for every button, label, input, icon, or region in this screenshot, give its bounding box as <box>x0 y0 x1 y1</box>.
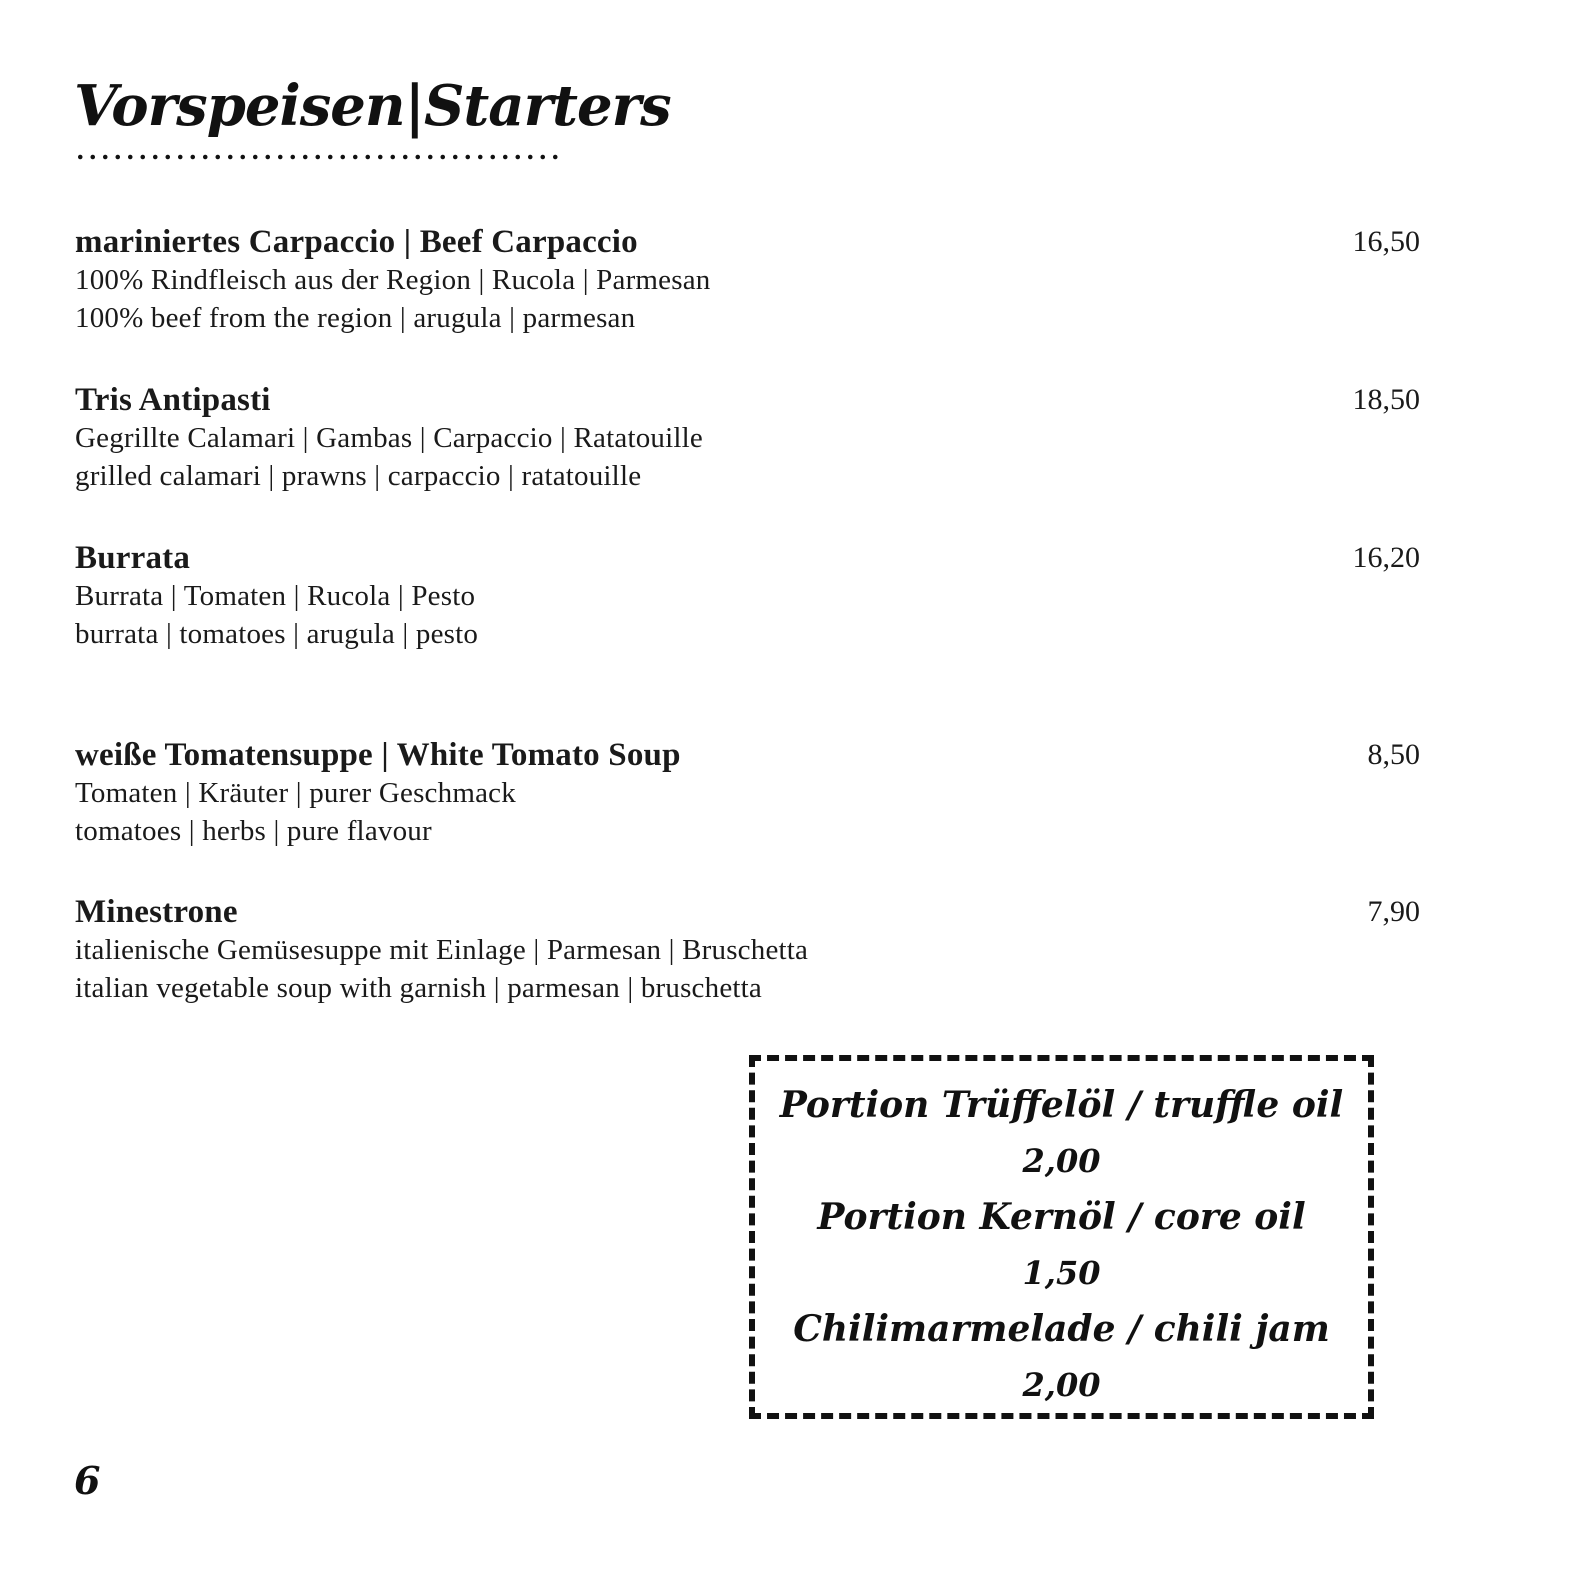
item-price: 18,50 <box>1352 383 1420 416</box>
extra-label: Portion Trüffelöl / truffle oil <box>779 1084 1344 1126</box>
item-description-de: Tomaten | Kräuter | purer Geschmack <box>75 777 516 809</box>
heading-dotted-underline <box>74 154 560 160</box>
section-heading: Vorspeisen|Starters <box>74 73 671 139</box>
item-description-de: 100% Rindfleisch aus der Region | Rucola | Parmesan <box>75 264 711 296</box>
menu-item <box>75 893 1420 1007</box>
extra-price: 1,50 <box>1022 1254 1101 1292</box>
extra-label: Chilimarmelade / chili jam <box>793 1308 1330 1350</box>
item-price: 16,20 <box>1352 541 1420 574</box>
extra-label: Portion Kernöl / core oil <box>817 1196 1306 1238</box>
menu-item <box>75 381 1420 495</box>
menu-item <box>75 539 1420 653</box>
item-description-de: italienische Gemüsesuppe mit Einlage | Parmesan | Bruschetta <box>75 934 809 966</box>
page-number: 6 <box>74 1458 101 1503</box>
extra-price: 2,00 <box>1022 1366 1101 1404</box>
item-price: 7,90 <box>1367 895 1420 928</box>
item-title: Burrata <box>75 540 191 576</box>
extra-price: 2,00 <box>1022 1142 1101 1180</box>
item-description-de: Gegrillte Calamari | Gambas | Carpaccio | Ratatouille <box>75 422 703 454</box>
extras-box <box>749 1055 1374 1419</box>
item-price: 8,50 <box>1367 738 1420 771</box>
extras-list <box>755 1077 1368 1413</box>
item-title: weiße Tomatensuppe | White Tomato Soup <box>75 737 681 773</box>
item-description-en: italian vegetable soup with garnish | parmesan | bruschetta <box>75 972 762 1004</box>
menu-item <box>75 223 1420 337</box>
item-description-en: 100% beef from the region | arugula | parmesan <box>75 302 636 334</box>
item-description-en: tomatoes | herbs | pure flavour <box>75 815 432 847</box>
item-description-en: grilled calamari | prawns | carpaccio | ratatouille <box>75 460 642 492</box>
item-price: 16,50 <box>1352 225 1420 258</box>
item-title: mariniertes Carpaccio | Beef Carpaccio <box>75 224 638 260</box>
item-description-de: Burrata | Tomaten | Rucola | Pesto <box>75 580 476 612</box>
menu-item <box>75 736 1420 850</box>
item-title: Minestrone <box>75 894 238 930</box>
item-description-en: burrata | tomatoes | arugula | pesto <box>75 618 479 650</box>
item-title: Tris Antipasti <box>75 382 271 418</box>
